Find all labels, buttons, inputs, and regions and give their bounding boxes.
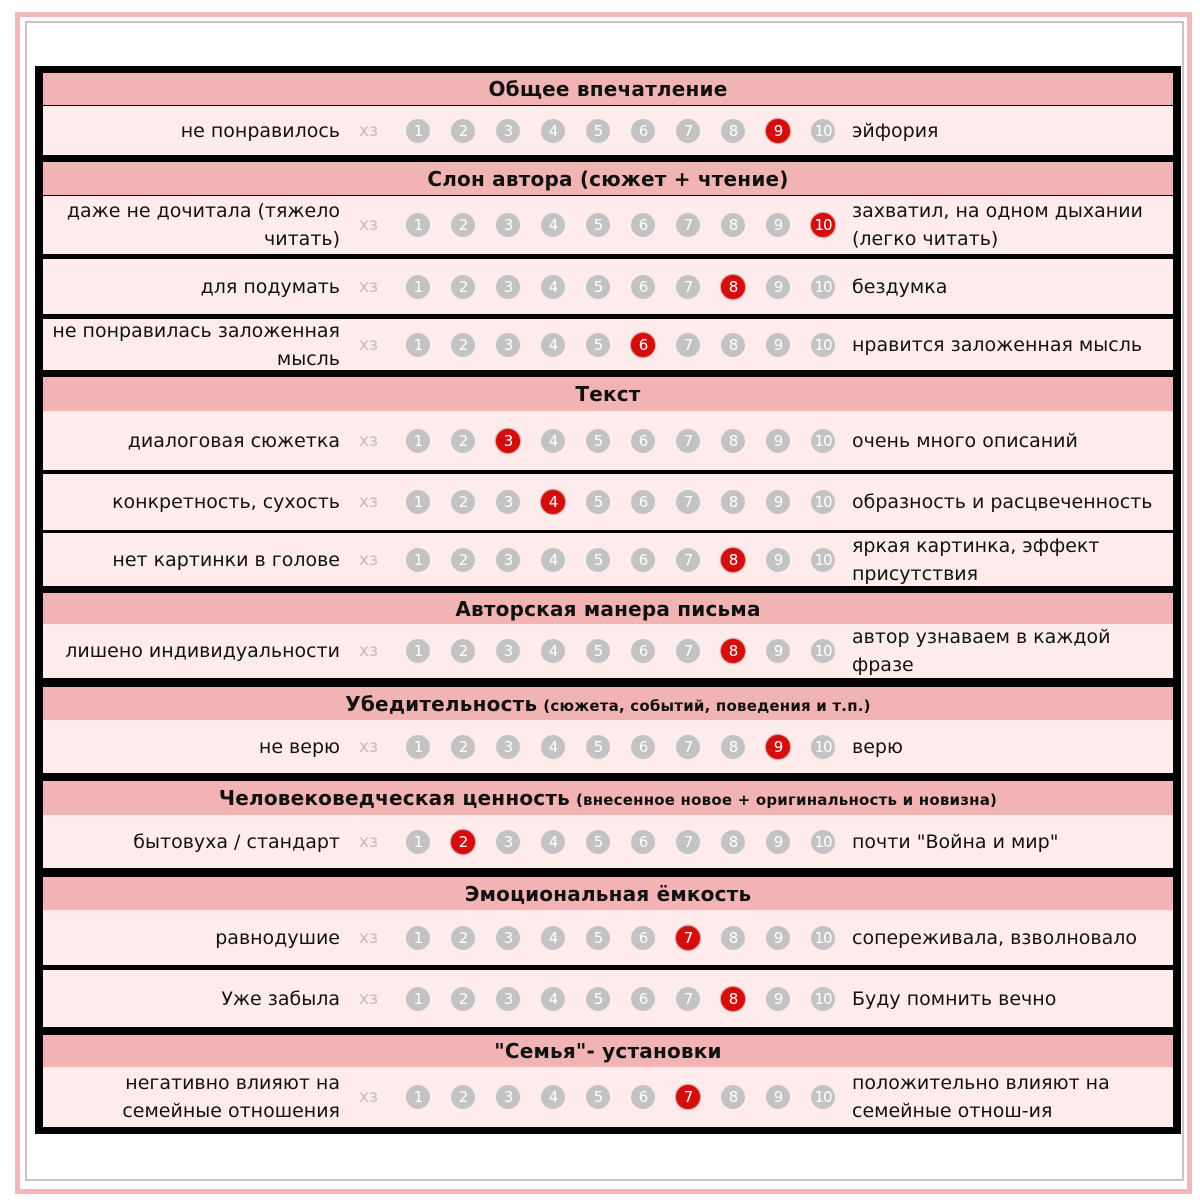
right-pole-label (852, 319, 1172, 370)
rating-circle[interactable]: 5 (586, 275, 610, 299)
rating-circle[interactable]: 4 (541, 548, 565, 572)
rating-circle[interactable]: 5 (586, 333, 610, 357)
rating-circle[interactable]: 1 (406, 275, 430, 299)
section-header (43, 593, 1173, 624)
rating-circle[interactable]: 8 (721, 926, 745, 950)
rating-circle-selected[interactable]: 8 (721, 987, 745, 1011)
section-subtitle: (сюжета, событий, поведения и т.п.) (543, 696, 871, 715)
rating-row (43, 910, 1173, 965)
section-header (43, 1035, 1173, 1067)
unknown-option[interactable]: хз (359, 215, 379, 235)
rating-circle[interactable]: 7 (676, 735, 700, 759)
right-pole-text: образность и расцвеченность (852, 491, 1153, 513)
rating-circle[interactable]: 4 (541, 429, 565, 453)
unknown-option[interactable]: хз (359, 831, 379, 852)
rating-row (43, 106, 1173, 155)
unknown-option[interactable]: хз (359, 276, 379, 297)
rating-circle[interactable]: 10 (811, 490, 835, 514)
rating-circle[interactable]: 7 (676, 213, 700, 237)
rating-circle[interactable]: 1 (406, 830, 430, 854)
rating-circle[interactable]: 9 (766, 429, 790, 453)
right-pole-label (852, 474, 1172, 530)
left-pole-label (40, 624, 340, 678)
rating-table (35, 66, 1181, 1134)
rating-circle[interactable]: 2 (451, 1085, 475, 1109)
rating-circle[interactable]: 9 (766, 548, 790, 572)
unknown-option[interactable]: хз (359, 736, 379, 757)
rating-circle[interactable]: 3 (496, 926, 520, 950)
rating-circle-selected[interactable]: 7 (676, 1085, 700, 1109)
section-header (43, 687, 1173, 720)
rating-circle-selected[interactable]: 3 (496, 429, 520, 453)
right-pole-text: почти "Война и мир" (852, 830, 1059, 853)
rating-circle[interactable]: 2 (451, 987, 475, 1011)
rating-circle[interactable]: 3 (496, 548, 520, 572)
rating-circle[interactable]: 1 (406, 639, 430, 663)
right-pole-text: захватил, на одном дыхании (легко читать) (852, 200, 1143, 250)
section-title: "Семья"- установки (494, 1039, 722, 1063)
rating-circle[interactable]: 7 (676, 987, 700, 1011)
rating-row (43, 474, 1173, 530)
section-header (43, 781, 1173, 815)
left-pole-label (40, 1067, 340, 1127)
rating-circle[interactable]: 3 (496, 213, 520, 237)
rating-circle[interactable]: 6 (631, 987, 655, 1011)
rating-row (43, 815, 1173, 868)
left-pole-label (40, 319, 340, 370)
rating-row (43, 720, 1173, 773)
rating-circle[interactable]: 3 (496, 490, 520, 514)
rating-circle[interactable]: 10 (811, 1085, 835, 1109)
unknown-option[interactable]: хз (359, 120, 379, 141)
right-pole-label (852, 815, 1172, 868)
rating-circle[interactable]: 6 (631, 429, 655, 453)
rating-row (43, 196, 1173, 254)
rating-circle[interactable]: 1 (406, 213, 430, 237)
right-pole-label (852, 1067, 1172, 1127)
right-pole-text: очень много описаний (852, 429, 1078, 452)
right-pole-text: яркая картинка, эффект присутствия (852, 534, 1100, 585)
rating-circle[interactable]: 2 (451, 548, 475, 572)
rating-circle[interactable]: 6 (631, 1085, 655, 1109)
rating-row (43, 1067, 1173, 1127)
left-pole-text: диалоговая сюжетка (127, 429, 340, 452)
rating-circle[interactable]: 10 (811, 639, 835, 663)
rating-circle[interactable]: 6 (631, 213, 655, 237)
rating-circle-selected[interactable]: 10 (811, 213, 835, 237)
rating-circle[interactable]: 9 (766, 926, 790, 950)
rating-circle-selected[interactable]: 4 (541, 490, 565, 514)
rating-circle[interactable]: 5 (586, 1085, 610, 1109)
section-title: Человековедческая ценность (218, 786, 570, 810)
rating-circle[interactable]: 10 (811, 830, 835, 854)
right-pole-text: Буду помнить вечно (852, 987, 1057, 1010)
rating-circle[interactable]: 8 (721, 213, 745, 237)
rating-circle[interactable]: 5 (586, 490, 610, 514)
rating-circle[interactable]: 3 (496, 830, 520, 854)
section-header (43, 377, 1173, 411)
rating-circle[interactable]: 9 (766, 830, 790, 854)
rating-circle[interactable]: 2 (451, 213, 475, 237)
right-pole-text: автор узнаваем в каждой фразе (852, 626, 1111, 676)
section-title: Эмоциональная ёмкость (464, 881, 752, 906)
rating-circle-selected[interactable]: 9 (766, 119, 790, 143)
rating-circle[interactable]: 2 (451, 333, 475, 357)
rating-circle[interactable]: 2 (451, 735, 475, 759)
rating-circle[interactable]: 5 (586, 987, 610, 1011)
left-pole-label (40, 259, 340, 314)
right-pole-label (852, 106, 1172, 155)
rating-row (43, 970, 1173, 1027)
section-title: Общее впечатление (488, 77, 728, 101)
rating-circle[interactable]: 10 (811, 119, 835, 143)
right-pole-label (852, 910, 1172, 965)
section-title: Текст (575, 382, 641, 406)
rating-circle[interactable]: 1 (406, 333, 430, 357)
section-title: Авторская манера письма (455, 596, 761, 621)
rating-circle[interactable]: 1 (406, 429, 430, 453)
rating-circle[interactable]: 7 (676, 275, 700, 299)
rating-circle[interactable]: 4 (541, 987, 565, 1011)
rating-row (43, 259, 1173, 314)
section-header (43, 877, 1173, 910)
section-subtitle: (внесенное новое + оригинальность и новизна) (575, 791, 998, 809)
left-pole-text: для подумать (200, 275, 340, 298)
unknown-option[interactable]: хз (359, 988, 379, 1009)
rating-row (43, 319, 1173, 370)
right-pole-label (852, 533, 1172, 586)
rating-circle[interactable]: 10 (811, 548, 835, 572)
rating-circle[interactable]: 3 (496, 735, 520, 759)
rating-circle[interactable]: 9 (766, 987, 790, 1011)
rating-row (43, 533, 1173, 586)
rating-circle[interactable]: 2 (451, 926, 475, 950)
rating-circle[interactable]: 4 (541, 333, 565, 357)
left-pole-label (40, 910, 340, 965)
rating-circle[interactable]: 5 (586, 639, 610, 663)
rating-circle[interactable]: 7 (676, 490, 700, 514)
left-pole-text: конкретность, сухость (112, 491, 340, 513)
unknown-option[interactable]: хз (359, 334, 379, 355)
rating-circle[interactable]: 6 (631, 639, 655, 663)
left-pole-label (40, 533, 340, 586)
rating-circle[interactable]: 9 (766, 213, 790, 237)
left-pole-label (40, 474, 340, 530)
section-title: Слон автора (сюжет + чтение) (427, 166, 789, 191)
rating-circle[interactable]: 4 (541, 830, 565, 854)
rating-circle[interactable]: 1 (406, 490, 430, 514)
right-pole-label (852, 624, 1172, 678)
rating-circle[interactable]: 4 (541, 639, 565, 663)
left-pole-text: бытовуха / стандарт (133, 830, 340, 853)
rating-circle[interactable]: 1 (406, 735, 430, 759)
rating-circle[interactable]: 7 (676, 333, 700, 357)
rating-circle[interactable]: 1 (406, 119, 430, 143)
rating-circle[interactable]: 1 (406, 548, 430, 572)
left-pole-label (40, 411, 340, 470)
rating-circle[interactable]: 9 (766, 490, 790, 514)
rating-circle[interactable]: 1 (406, 926, 430, 950)
left-pole-label (40, 815, 340, 868)
rating-circle[interactable]: 9 (766, 639, 790, 663)
right-pole-label (852, 196, 1172, 254)
rating-circle[interactable]: 6 (631, 119, 655, 143)
right-pole-label (852, 970, 1172, 1027)
rating-circle[interactable]: 9 (766, 333, 790, 357)
right-pole-text: положительно влияют на семейные отнош-ия (852, 1072, 1110, 1122)
rating-circle-selected[interactable]: 8 (721, 548, 745, 572)
rating-circle[interactable]: 10 (811, 429, 835, 453)
rating-circle[interactable]: 7 (676, 548, 700, 572)
rating-row (43, 411, 1173, 470)
rating-circle[interactable]: 9 (766, 1085, 790, 1109)
unknown-option[interactable]: хз (359, 492, 379, 512)
rating-circle[interactable]: 4 (541, 213, 565, 237)
rating-circle[interactable]: 3 (496, 333, 520, 357)
rating-circle[interactable]: 8 (721, 333, 745, 357)
rating-circle-selected[interactable]: 6 (631, 333, 655, 357)
rating-circle[interactable]: 6 (631, 548, 655, 572)
rating-circle[interactable]: 4 (541, 275, 565, 299)
right-pole-label (852, 720, 1172, 773)
right-pole-text: верю (852, 735, 903, 758)
rating-circle-selected[interactable]: 8 (721, 639, 745, 663)
right-pole-label (852, 259, 1172, 314)
rating-circle[interactable]: 5 (586, 429, 610, 453)
rating-circle[interactable]: 10 (811, 926, 835, 950)
rating-circle-selected[interactable]: 2 (451, 830, 475, 854)
left-pole-text: не верю (258, 735, 340, 758)
rating-circle[interactable]: 1 (406, 1085, 430, 1109)
rating-circle[interactable]: 7 (676, 639, 700, 663)
left-pole-label (40, 720, 340, 773)
rating-circle[interactable]: 1 (406, 987, 430, 1011)
section-title: Убедительность (345, 691, 538, 716)
left-pole-label (40, 106, 340, 155)
rating-circle[interactable]: 6 (631, 275, 655, 299)
rating-circle[interactable]: 8 (721, 490, 745, 514)
rating-circle[interactable]: 10 (811, 987, 835, 1011)
rating-circle[interactable]: 5 (586, 119, 610, 143)
left-pole-text: нет картинки в голове (112, 548, 340, 571)
rating-circle[interactable]: 4 (541, 926, 565, 950)
rating-circle[interactable]: 7 (676, 119, 700, 143)
rating-circle[interactable]: 8 (721, 830, 745, 854)
rating-circle[interactable]: 5 (586, 213, 610, 237)
rating-circle[interactable]: 9 (766, 275, 790, 299)
rating-circle[interactable]: 2 (451, 119, 475, 143)
rating-circle[interactable]: 10 (811, 333, 835, 357)
rating-circle[interactable]: 5 (586, 830, 610, 854)
rating-circle[interactable]: 2 (451, 639, 475, 663)
rating-circle[interactable]: 6 (631, 926, 655, 950)
rating-circle[interactable]: 7 (676, 830, 700, 854)
rating-circle[interactable]: 7 (676, 429, 700, 453)
right-pole-label (852, 411, 1172, 470)
section-header (43, 73, 1173, 105)
rating-circle[interactable]: 3 (496, 1085, 520, 1109)
left-pole-text: Уже забыла (221, 987, 340, 1010)
rating-circle[interactable]: 6 (631, 735, 655, 759)
unknown-option[interactable]: хз (359, 1087, 379, 1107)
rating-row (43, 624, 1173, 678)
rating-circle[interactable]: 4 (541, 735, 565, 759)
rating-circle-selected[interactable]: 8 (721, 275, 745, 299)
right-pole-text: эйфория (852, 119, 939, 142)
left-pole-text: не понравилась заложенная мысль (52, 319, 340, 370)
rating-circle[interactable]: 6 (631, 490, 655, 514)
rating-circle[interactable]: 4 (541, 119, 565, 143)
rating-circle[interactable]: 5 (586, 926, 610, 950)
left-pole-text: равнодушие (215, 926, 340, 949)
right-pole-text: нравится заложенная мысль (852, 333, 1143, 356)
rating-circle[interactable]: 8 (721, 119, 745, 143)
right-pole-text: бездумка (852, 275, 948, 298)
unknown-option[interactable]: хз (359, 927, 379, 948)
rating-circle[interactable]: 6 (631, 830, 655, 854)
rating-circle-selected[interactable]: 7 (676, 926, 700, 950)
rating-circle[interactable]: 10 (811, 735, 835, 759)
rating-circle[interactable]: 2 (451, 490, 475, 514)
rating-circle[interactable]: 3 (496, 987, 520, 1011)
left-pole-text: лишено индивидуальности (65, 640, 340, 662)
unknown-option[interactable]: хз (359, 430, 379, 451)
left-pole-text: даже не дочитала (тяжело читать) (66, 200, 340, 250)
rating-circle[interactable]: 8 (721, 429, 745, 453)
rating-circle[interactable]: 4 (541, 1085, 565, 1109)
rating-circle[interactable]: 3 (496, 119, 520, 143)
rating-circle[interactable]: 8 (721, 735, 745, 759)
unknown-option[interactable]: хз (359, 641, 379, 661)
right-pole-text: сопереживала, взволновало (852, 926, 1138, 949)
unknown-option[interactable]: хз (359, 549, 379, 570)
rating-circle[interactable]: 8 (721, 1085, 745, 1109)
left-pole-label (40, 196, 340, 254)
left-pole-label (40, 970, 340, 1027)
left-pole-text: негативно влияют на семейные отношения (122, 1072, 340, 1122)
rating-circle[interactable]: 2 (451, 275, 475, 299)
rating-circle-selected[interactable]: 9 (766, 735, 790, 759)
left-pole-text: не понравилось (180, 119, 340, 142)
rating-circle[interactable]: 10 (811, 275, 835, 299)
rating-circle[interactable]: 3 (496, 275, 520, 299)
rating-circle[interactable]: 2 (451, 429, 475, 453)
section-header (43, 162, 1173, 195)
rating-circle[interactable]: 3 (496, 639, 520, 663)
rating-circle[interactable]: 5 (586, 735, 610, 759)
rating-circle[interactable]: 5 (586, 548, 610, 572)
